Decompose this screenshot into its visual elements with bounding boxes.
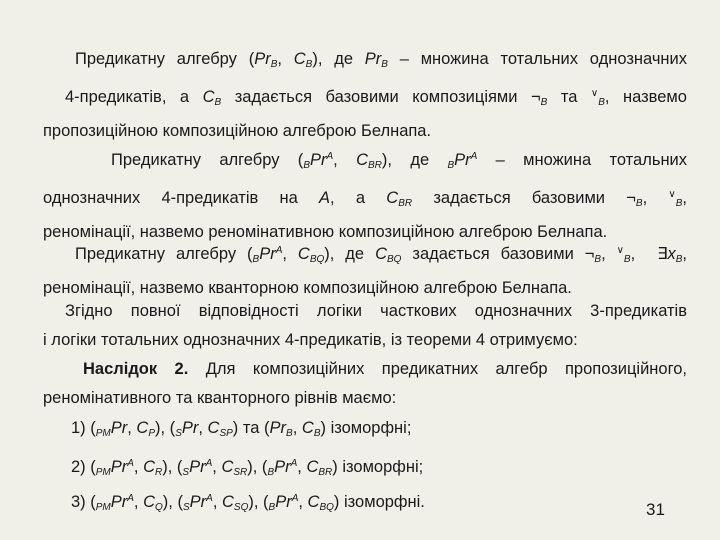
corollary-paragraph <box>43 355 687 413</box>
paragraph-renominative-algebra <box>43 142 687 247</box>
list-item: 3) (PMPr$^A$, CQ), (SPr$^A$, CSQ), (BPr$^A$, CBQ) ізоморфні. <box>71 493 425 513</box>
text-line: Наслідок 2. Для композиційних предикатних алгебр пропозиційного, <box>83 360 687 378</box>
text-line: реномінації, назвемо реномінативною композиційною алгеброю Белнапа. <box>43 223 608 241</box>
paragraph-quantifier-algebra <box>43 236 687 303</box>
paragraph-propositional-algebra <box>43 45 687 146</box>
list-item: 1) (PMPr, CP), (SPr, CSP) та (PrB, CB) ізоморфні; <box>71 419 412 439</box>
corollary-label: Наслідок 2. <box>83 360 189 378</box>
text-line: реномінативного та кванторного рівнів маємо: <box>43 389 397 407</box>
text-line: і логіки тотальних однозначних 4-предикатів, із теореми 4 отримуємо: <box>43 331 578 349</box>
text-line: Предикатну алгебру (BPr$^A$, CBQ), де CBQ задається базовими ¬B, ∨B, ∃xB, <box>75 245 688 265</box>
page-number: 31 <box>646 500 665 519</box>
text-line: однозначних 4-предикатів на A, а CBR задається базовими ¬B, ∨B, <box>43 189 687 209</box>
text-line: Предикатну алгебру (PrB, CB), де PrB – множина тотальних однозначних <box>75 50 687 70</box>
text-line: 4-предикатів, а CB задається базовими композиціями ¬B та ∨B, назвемо <box>65 88 687 108</box>
text-line: реномінації, назвемо кванторною композиційною алгеброю Белнапа. <box>43 279 572 297</box>
text-line: пропозиційною композиційною алгеброю Белнапа. <box>43 122 432 140</box>
text-line: Предикатну алгебру (BPr$^A$, CBR), де BPr$^A$ – множина тотальних <box>111 151 688 171</box>
paragraph-correspondence <box>43 297 687 355</box>
text-line: Згідно повної відповідності логіки часткових однозначних 3-предикатів <box>65 302 687 320</box>
list-item: 2) (PMPr$^A$, CR), (SPr$^A$, CSR), (BPr$^A$, CBR) ізоморфні; <box>71 458 424 478</box>
